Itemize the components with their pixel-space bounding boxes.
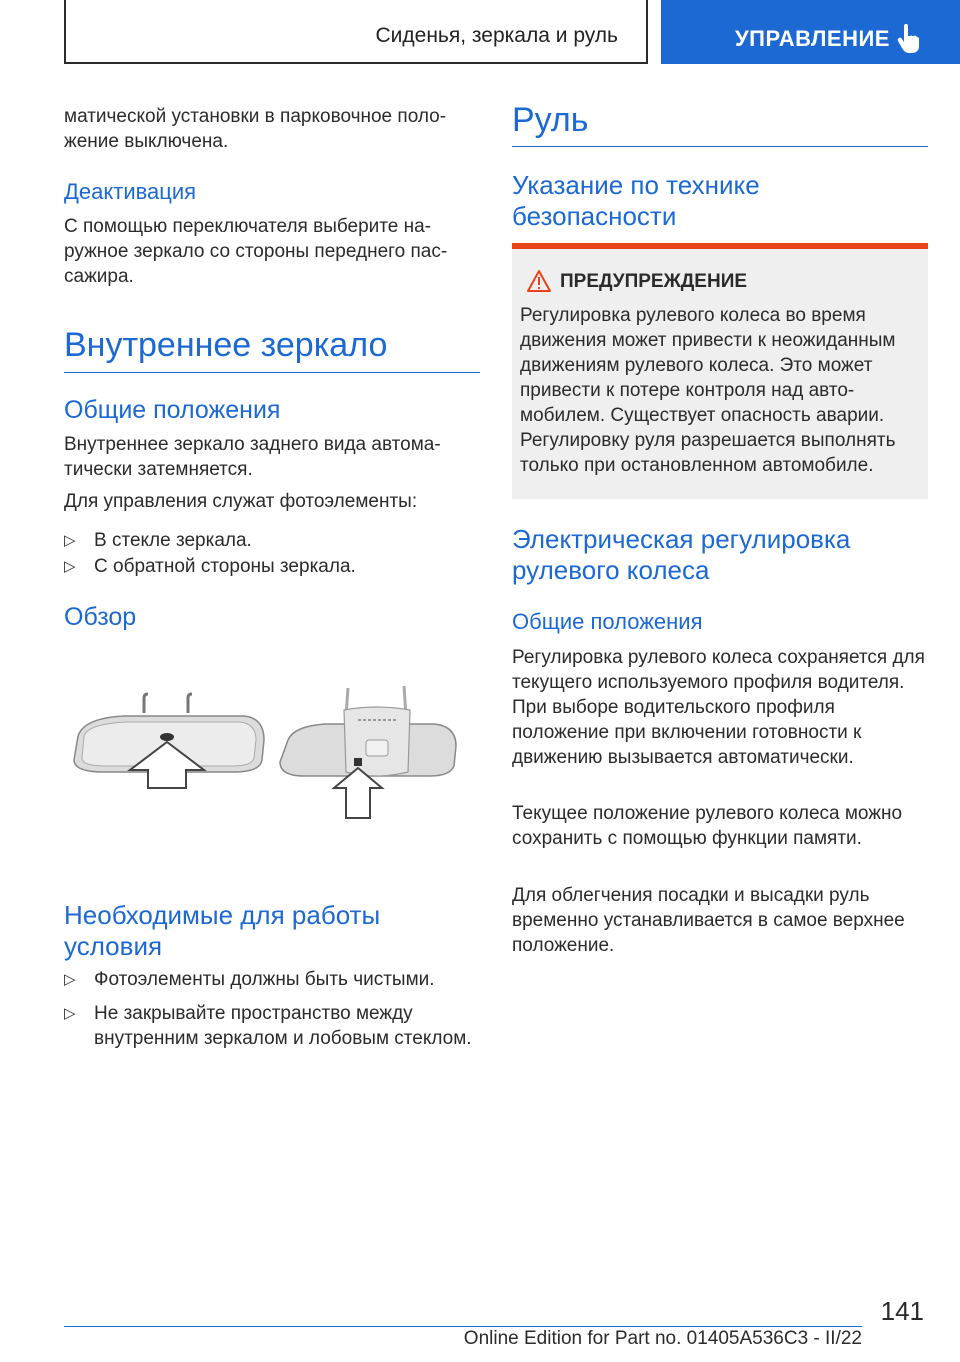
bullet-triangle-icon: ▷ <box>64 1005 76 1022</box>
list-item: ▷ В стекле зеркала. <box>64 530 252 551</box>
wheel-paragraph-3: Для облегчения посадки и высадки руль временно устанавливается в самое верхнее положение. <box>512 885 905 956</box>
general-paragraph-left: Внутреннее зеркало заднего вида автоматически затемняется. <box>64 434 441 480</box>
footer-rule <box>64 1326 862 1327</box>
section-rule <box>512 146 928 147</box>
general-heading-right: Общие положения <box>512 609 703 634</box>
warning-bar <box>512 243 928 249</box>
deactivation-paragraph: С помощью переключателя выберите наружное зеркало со стороны переднего пассажира. <box>64 216 448 287</box>
conditions-heading: Необходимые для работы условия <box>64 900 381 961</box>
photo-paragraph: Для управления служат фотоэлементы: <box>64 491 418 512</box>
edition-footer: Online Edition for Part no. 01405A536C3 - II/22 <box>463 1328 862 1349</box>
general-heading-left: Общие положения <box>64 396 281 424</box>
wheel-paragraph-1: Регулировка рулевого колеса сохраняется для текущего используемого профиля водителя. При выборе водительского профиля положение при включении готовности к движению вызывается автоматически. <box>512 647 925 768</box>
section-tab-label: УПРАВЛЕНИЕ <box>735 26 890 51</box>
inner-mirror-heading: Внутреннее зеркало <box>64 326 388 364</box>
deactivation-heading: Деактивация <box>64 179 197 204</box>
section-tab[interactable] <box>661 0 960 64</box>
warning-title: ПРЕДУПРЕЖДЕНИЕ <box>560 271 748 292</box>
bullet-triangle-icon: ▷ <box>64 971 76 988</box>
list-item: ▷ Не закрывайте пространство между внутренним зеркалом и лобовым стеклом. <box>64 1003 472 1049</box>
warning-triangle-icon <box>526 269 552 293</box>
overview-heading: Обзор <box>64 603 137 631</box>
chapter-title: Сиденья, зеркала и руль <box>375 24 618 47</box>
warning-text: Регулировка рулевого колеса во время движения может привести к неожиданным движениям рулевого колеса. Это может привести к потере контроля над автомобилем. Существует опасность аварии. Регулировку руля разрешается выполнять только при остановленном автомобиле. <box>520 305 896 476</box>
header-chapter-box <box>64 0 648 64</box>
section-rule <box>64 372 480 373</box>
wheel-paragraph-2: Текущее положение рулевого колеса можно сохранить с помощью функции памяти. <box>512 803 903 849</box>
wheel-heading: Руль <box>512 101 589 139</box>
bullet-triangle-icon: ▷ <box>64 558 76 575</box>
safety-heading: Указание по технике безопасности <box>512 170 760 231</box>
page-number: 141 <box>880 1296 924 1326</box>
hand-pointer-icon <box>897 24 921 54</box>
list-item: ▷ С обратной стороны зеркала. <box>64 556 356 577</box>
bullet-triangle-icon: ▷ <box>64 532 76 549</box>
list-item: ▷ Фотоэлементы должны быть чистыми. <box>64 969 435 990</box>
electric-adjust-heading: Электрическая регулировка рулевого колеса <box>512 524 851 585</box>
warning-box <box>512 243 928 499</box>
mirror-illustration <box>64 680 480 830</box>
intro-paragraph: матической установки в парковочное положение выключена. <box>64 106 447 152</box>
